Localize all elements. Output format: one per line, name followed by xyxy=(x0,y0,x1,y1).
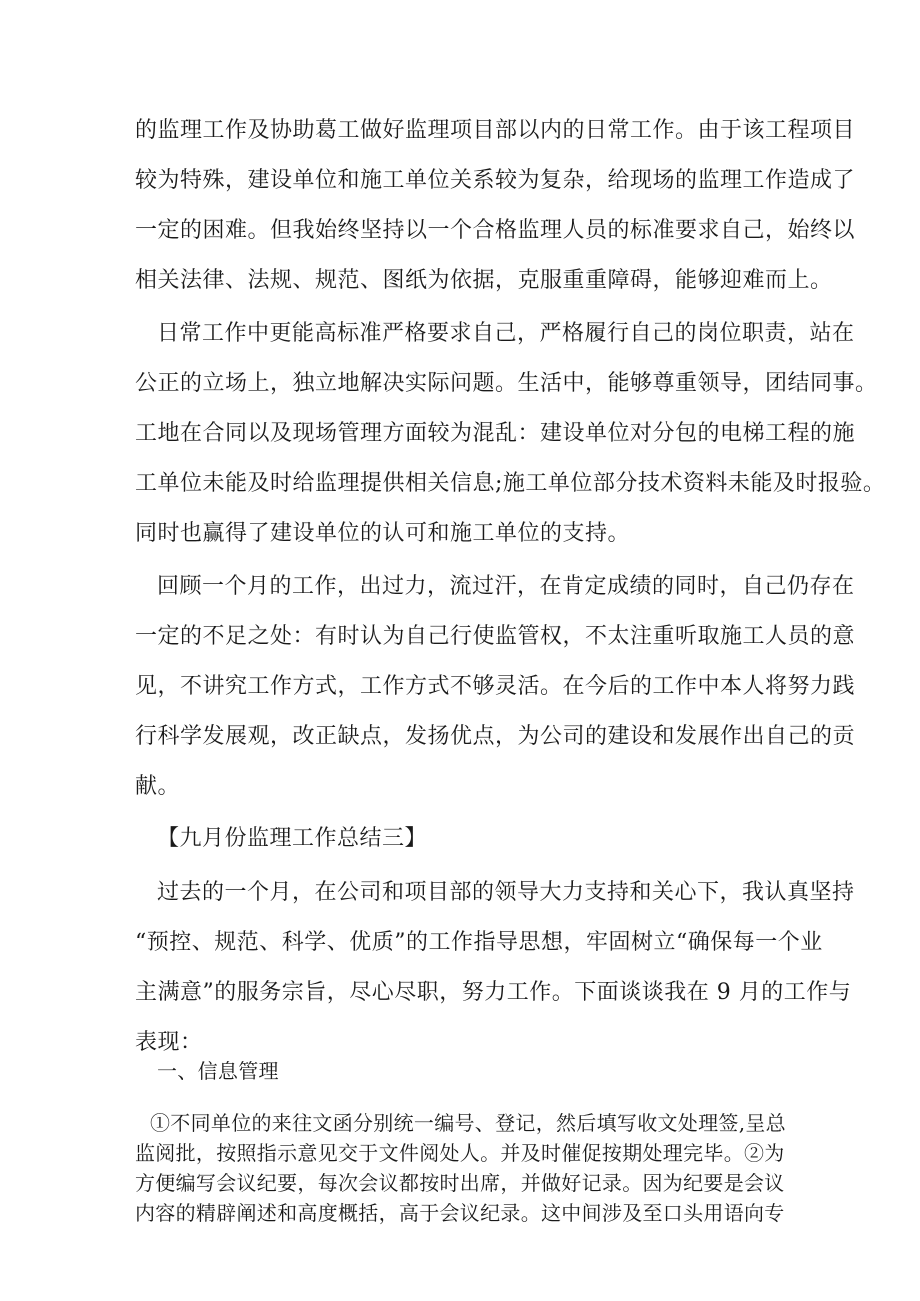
text-line: 较为特殊，建设单位和施工单位关系较为复杂，给现场的监理工作造成了 xyxy=(135,168,856,193)
text-line: 主满意”的服务宗旨，尽心尽职，努力工作。下面谈谈我在 9 月的工作与 xyxy=(135,980,852,1005)
text-line: 的监理工作及协助葛工做好监理项目部以内的日常工作。由于该工程项目 xyxy=(135,118,856,143)
text-line: 一定的困难。但我始终坚持以一个合格监理人员的标准要求自己，始终以 xyxy=(135,218,856,243)
text-line: 表现： xyxy=(135,1030,203,1055)
text-line: 行科学发展观，改正缺点，发扬优点，为公司的建设和发展作出自己的贡 xyxy=(135,724,856,749)
paragraph-start-line: 过去的一个月，在公司和项目部的领导大力支持和关心下，我认真坚持 xyxy=(157,880,855,905)
text-line: 方便编写会议纪要，每次会议都按时出席，并做好记录。因为纪要是会议 xyxy=(135,1171,785,1195)
text-line: 工单位未能及时给监理提供相关信息;施工单位部分技术资料未能及时报验。 xyxy=(135,471,886,496)
paragraph-start-line: 回顾一个月的工作，出过力，流过汗，在肯定成绩的同时，自己仍存在 xyxy=(157,574,855,599)
text-line: 献。 xyxy=(135,774,181,799)
text-line: 一定的不足之处：有时认为自己行使监管权，不太注重听取施工人员的意 xyxy=(135,624,856,649)
text-line: 相关法律、法规、规范、图纸为依据，克服重重障碍，能够迎难而上。 xyxy=(135,268,833,293)
text-line: 监阅批，按照指示意见交于文件阅处人。并及时催促按期处理完毕。②为 xyxy=(135,1141,785,1165)
subsection-heading: 一、信息管理 xyxy=(157,1059,279,1083)
section-heading: 【九月份监理工作总结三】 xyxy=(157,826,428,851)
text-line: 公正的立场上，独立地解决实际问题。生活中，能够尊重领导，团结同事。 xyxy=(135,371,878,396)
text-line: 见，不讲究工作方式，工作方式不够灵活。在今后的工作中本人将努力践 xyxy=(135,674,856,699)
paragraph-start-line: 日常工作中更能高标准严格要求自己，严格履行自己的岗位职责，站在 xyxy=(157,321,855,346)
text-line: 同时也赢得了建设单位的认可和施工单位的支持。 xyxy=(135,521,631,546)
text-line: 内容的精辟阐述和高度概括，高于会议纪录。这中间涉及至口头用语向专 xyxy=(135,1201,785,1225)
text-line: 工地在合同以及现场管理方面较为混乱：建设单位对分包的电梯工程的施 xyxy=(135,421,856,446)
text-line: “预控、规范、科学、优质”的工作指导思想，牢固树立“确保每一个业 xyxy=(135,930,823,955)
paragraph-start-line: ①不同单位的来往文函分别统一编号、登记，然后填写收文处理签,呈总 xyxy=(150,1111,786,1135)
